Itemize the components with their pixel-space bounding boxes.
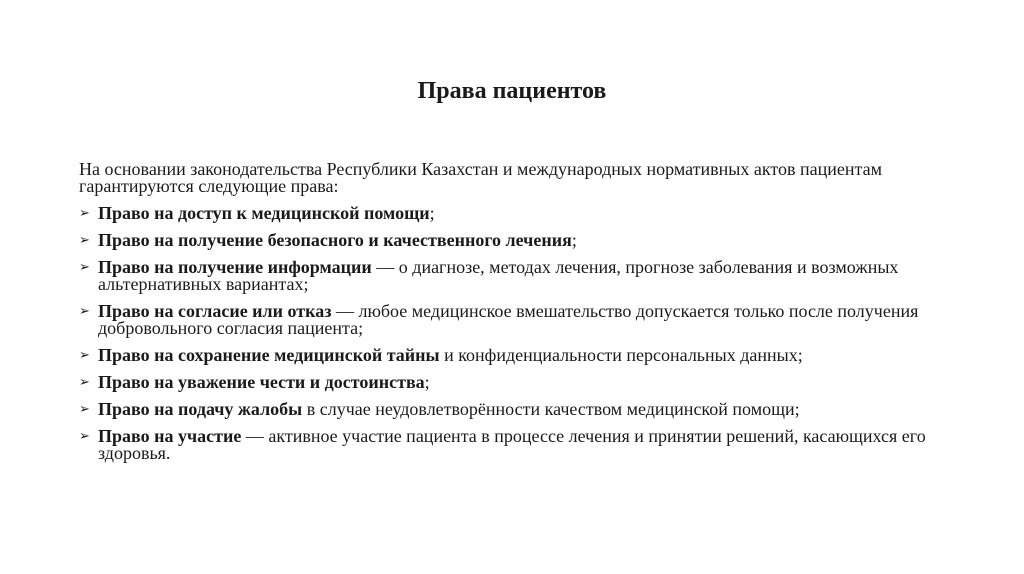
right-description: и конфиденциальности персональных данных;	[439, 345, 803, 365]
list-item	[79, 205, 959, 222]
list-item	[79, 401, 959, 418]
right-title: Право на подачу жалобы	[98, 399, 303, 419]
right-description: — любое медицинское вмешательство допускается только после получения добровольного согласия пациента;	[98, 301, 919, 338]
right-description: — активное участие пациента в процессе лечения и принятии решений, касающихся его здоровья.	[98, 426, 926, 463]
list-item	[79, 374, 959, 391]
list-item	[79, 428, 959, 462]
right-description: ;	[571, 230, 577, 250]
right-title: Право на уважение чести и достоинства	[98, 372, 425, 392]
arrowhead-check-icon: ➢	[79, 233, 90, 248]
slide-content	[79, 161, 959, 472]
right-title: Право на получение безопасного и качественного лечения	[98, 230, 572, 250]
right-description: ;	[424, 372, 430, 392]
list-item	[79, 303, 959, 337]
arrowhead-check-icon: ➢	[79, 402, 90, 417]
slide-title: Права пациентов	[417, 78, 607, 104]
right-description: ;	[429, 203, 435, 223]
right-title: Право на доступ к медицинской помощи	[98, 203, 430, 223]
arrowhead-check-icon: ➢	[79, 429, 90, 444]
right-title: Право на получение информации	[98, 257, 372, 277]
arrowhead-check-icon: ➢	[79, 304, 90, 319]
list-item	[79, 259, 959, 293]
arrowhead-check-icon: ➢	[79, 206, 90, 221]
list-item	[79, 347, 959, 364]
arrowhead-check-icon: ➢	[79, 375, 90, 390]
list-item	[79, 232, 959, 249]
right-title: Право на согласие или отказ	[98, 301, 332, 321]
right-description: в случае неудовлетворённости качеством медицинской помощи;	[302, 399, 800, 419]
right-title: Право на сохранение медицинской тайны	[98, 345, 440, 365]
rights-list	[79, 205, 959, 462]
right-title: Право на участие	[98, 426, 242, 446]
arrowhead-check-icon: ➢	[79, 260, 90, 275]
arrowhead-check-icon: ➢	[79, 348, 90, 363]
intro-paragraph: На основании законодательства Республики Казахстан и международных нормативных актов пациентам гарантируются следующие права:	[79, 159, 882, 196]
right-description: — о диагнозе, методах лечения, прогнозе заболевания и возможных альтернативных вариантах;	[98, 257, 899, 294]
